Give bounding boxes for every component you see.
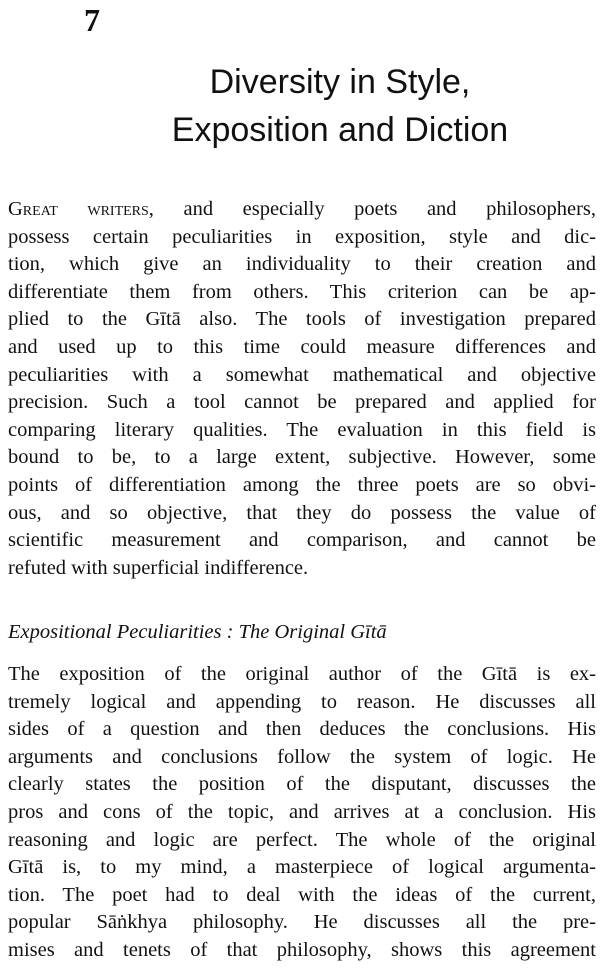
- paragraph-line: pros and cons of the topic, and arrives at a conclusion. His: [8, 800, 596, 823]
- chapter-title: [100, 58, 580, 154]
- paragraph-line: differentiate them from others. This criterion can be ap-: [8, 280, 596, 303]
- paragraph-line: clearly states the position of the disputant, discusses the: [8, 773, 596, 796]
- lead-in-smallcaps: Great writers: [8, 198, 149, 220]
- paragraph-line: peculiarities with a somewhat mathematical and objective: [8, 363, 596, 386]
- paragraph-line: [8, 196, 596, 224]
- paragraph-line: arguments and conclusions follow the system of logic. He: [8, 745, 596, 768]
- paragraph-line: tion. The poet had to deal with the ideas of the current,: [8, 883, 596, 906]
- paragraph-line: plied to the Gītā also. The tools of investigation prepared: [8, 308, 596, 331]
- paragraph-line: bound to be, to a large extent, subjective. However, some: [8, 446, 596, 469]
- paragraph-line: scientific measurement and comparison, and cannot be: [8, 529, 596, 552]
- body-paragraph: [8, 661, 596, 965]
- paragraph-line: points of differentiation among the three poets are so obvi-: [8, 473, 596, 496]
- chapter-title-line: Diversity in Style,: [209, 63, 471, 101]
- paragraph-line: tion, which give an individuality to their creation and: [8, 253, 596, 276]
- paragraph-line: The exposition of the original author of the Gītā is ex-: [8, 663, 596, 685]
- paragraph-line: refuted with superficial indifference.: [8, 556, 309, 579]
- body-paragraph: [8, 196, 596, 582]
- chapter-title-line: Exposition and Diction: [171, 111, 509, 149]
- paragraph-line: sides of a question and then deduces the conclusions. His: [8, 718, 596, 741]
- paragraph-line: mises and tenets of that philosophy, shows this agreement: [8, 938, 596, 961]
- paragraph-line: tremely logical and appending to reason. He discusses all: [8, 690, 596, 713]
- paragraph-line: popular Sāṅkhya philosophy. He discusses all the pre-: [8, 911, 596, 934]
- paragraph-line: comparing literary qualities. The evaluation in this field is: [8, 418, 596, 441]
- paragraph-line: and used up to this time could measure differences and: [8, 335, 596, 358]
- chapter-number: 7: [84, 2, 100, 38]
- paragraph-line: Gītā is, to my mind, a masterpiece of logical argumenta-: [8, 856, 596, 879]
- paragraph-line: possess certain peculiarities in exposition, style and dic-: [8, 225, 596, 248]
- paragraph-line-text: , and especially poets and philosophers,: [148, 198, 596, 220]
- paragraph-line: reasoning and logic are perfect. The whole of the original: [8, 828, 596, 851]
- paragraph-line: ous, and so objective, that they do possess the value of: [8, 501, 596, 524]
- section-heading: Expositional Peculiarities : The Original Gītā: [8, 621, 387, 643]
- paragraph-line: precision. Such a tool cannot be prepared and applied for: [8, 391, 596, 414]
